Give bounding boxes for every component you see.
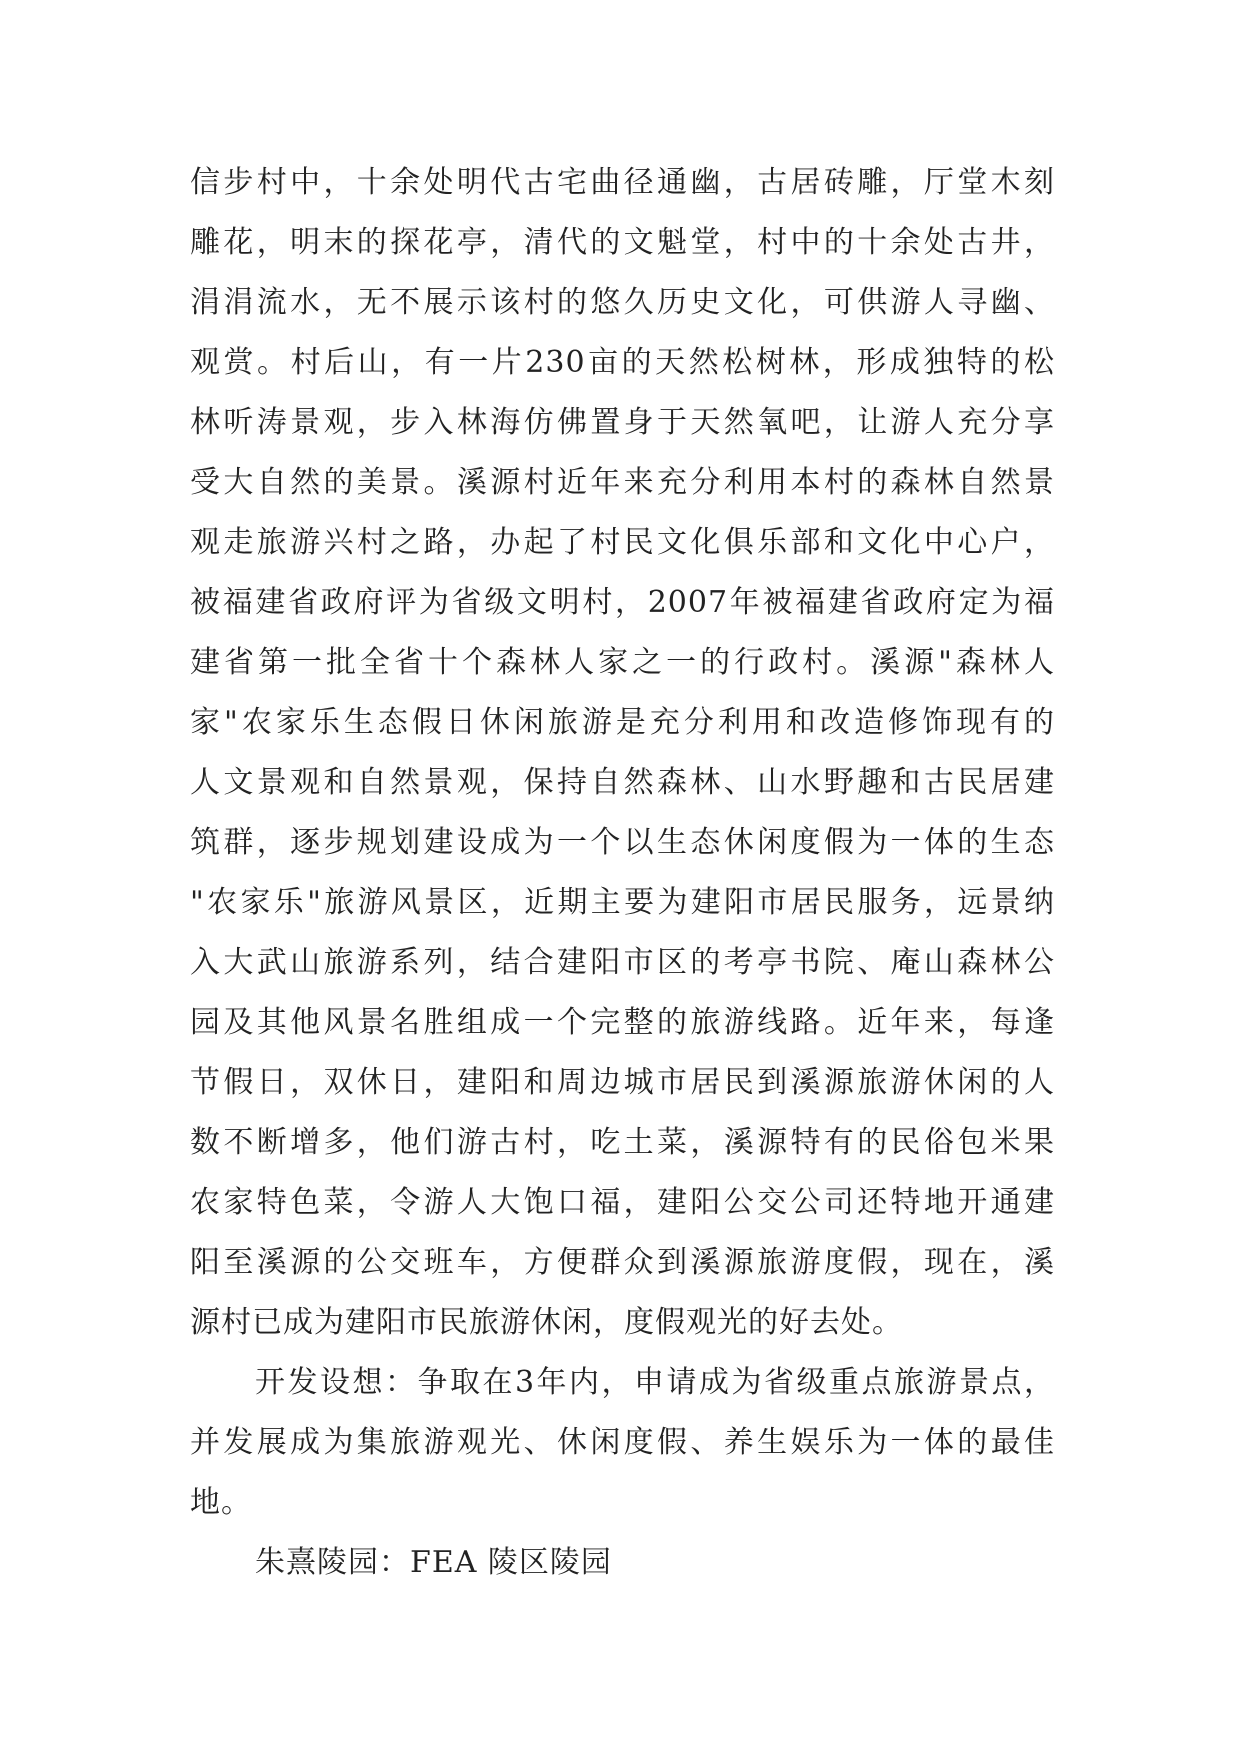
text-line: 并发展成为集旅游观光、休闲度假、养生娱乐为一体的最佳 [190,1425,1055,1460]
section-heading: 朱熹陵园：FEA 陵区陵园 [255,1545,612,1580]
text-line: 观赏。村后山，有一片230亩的天然松树林，形成独特的松 [190,345,1055,380]
text-line: 林听涛景观，步入林海仿佛置身于天然氧吧，让游人充分享 [190,405,1055,440]
text-line: 雕花，明末的探花亭，清代的文魁堂，村中的十余处古井， [190,225,1055,260]
text-line: 数不断增多，他们游古村，吃土菜，溪源特有的民俗包米果 [190,1125,1055,1160]
text-line: 筑群，逐步规划建设成为一个以生态休闲度假为一体的生态 [190,825,1055,860]
document-body [190,153,1055,1593]
text-line: 阳至溪源的公交班车，方便群众到溪源旅游度假，现在，溪 [190,1245,1055,1280]
text-line: 地。 [190,1485,252,1520]
text-line: 被福建省政府评为省级文明村，2007年被福建省政府定为福 [190,585,1055,620]
text-line: 家"农家乐生态假日休闲旅游是充分利用和改造修饰现有的 [190,705,1055,740]
text-line: 信步村中，十余处明代古宅曲径通幽，古居砖雕，厅堂木刻 [190,165,1055,200]
text-line: 受大自然的美景。溪源村近年来充分利用本村的森林自然景 [190,465,1055,500]
text-line: 农家特色菜，令游人大饱口福，建阳公交公司还特地开通建 [190,1185,1055,1220]
text-line: 观走旅游兴村之路，办起了村民文化俱乐部和文化中心户， [190,525,1055,560]
text-line: 源村已成为建阳市民旅游休闲，度假观光的好去处。 [190,1305,903,1340]
text-line: 入大武山旅游系列，结合建阳市区的考亭书院、庵山森林公 [190,945,1055,980]
text-line: 园及其他风景名胜组成一个完整的旅游线路。近年来，每逢 [190,1005,1055,1040]
text-line: 人文景观和自然景观，保持自然森林、山水野趣和古民居建 [190,765,1055,800]
text-line: 涓涓流水，无不展示该村的悠久历史文化，可供游人寻幽、 [190,285,1055,320]
text-line: 节假日，双休日，建阳和周边城市居民到溪源旅游休闲的人 [190,1065,1055,1100]
text-line: 开发设想：争取在3年内，申请成为省级重点旅游景点， [255,1365,1055,1400]
text-line: 建省第一批全省十个森林人家之一的行政村。溪源"森林人 [190,645,1055,680]
text-line: "农家乐"旅游风景区，近期主要为建阳市居民服务，远景纳 [190,885,1055,920]
